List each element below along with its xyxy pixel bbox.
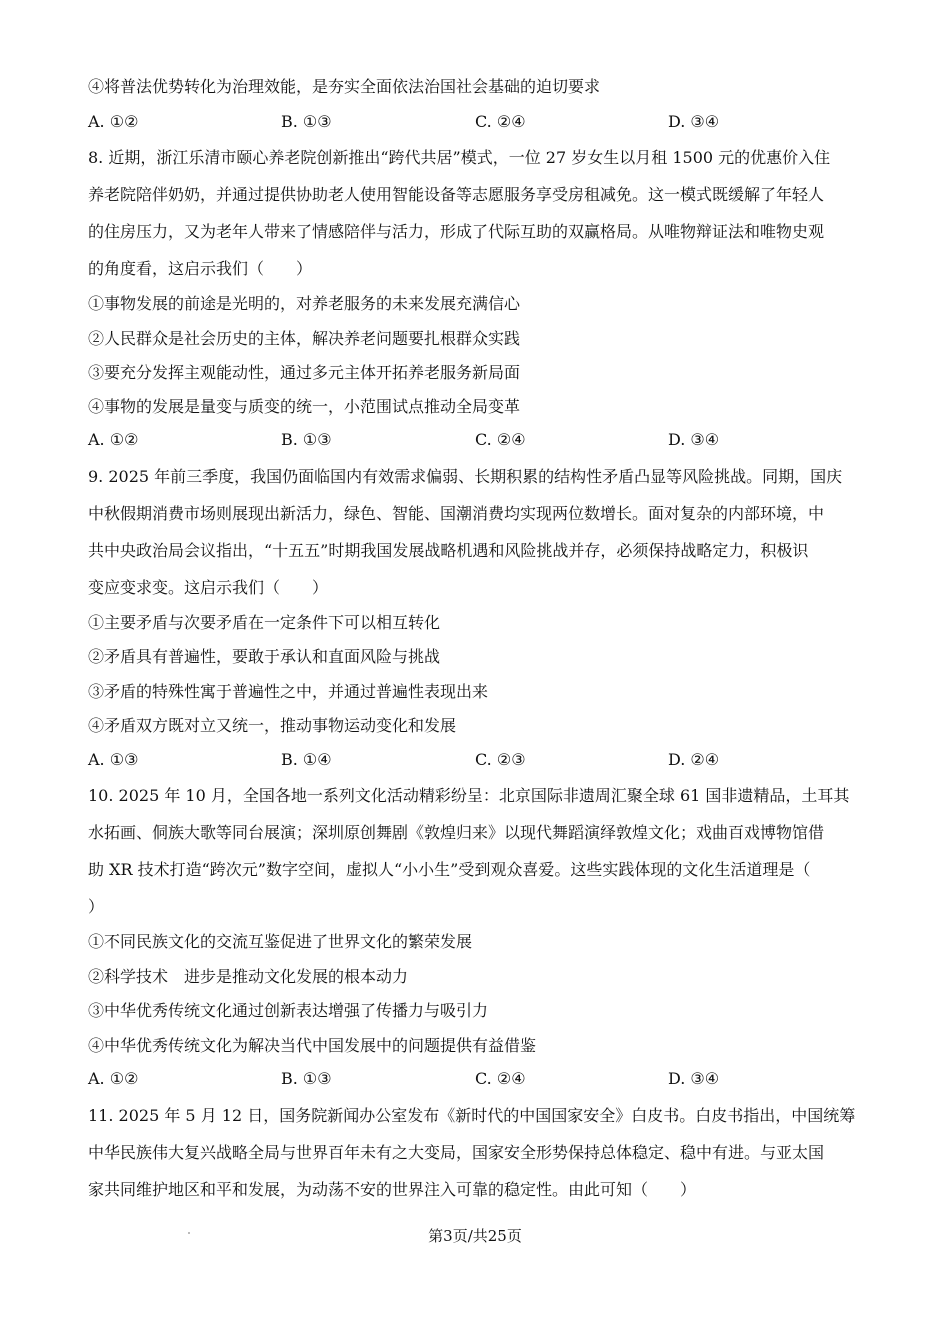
question-8-stem-line: 8. 近期，浙江乐清市颐心养老院创新推出“跨代共居”模式，一位 27 岁女生以月租 1500 元的优惠价入住 xyxy=(88,148,831,167)
question-9-item-1: ①主要矛盾与次要矛盾在一定条件下可以相互转化 xyxy=(88,613,441,632)
question-9-stem-line: 中秋假期消费市场则展现出新活力，绿色、智能、国潮消费均实现两位数增长。面对复杂的内部环境，中 xyxy=(88,504,825,523)
question-10-item-3: ③中华优秀传统文化通过创新表达增强了传播力与吸引力 xyxy=(88,1001,489,1020)
prev-question-item-4: ④将普法优势转化为治理效能，是夯实全面依法治国社会基础的迫切要求 xyxy=(88,77,601,96)
option-a: A. ①③ xyxy=(88,750,139,769)
option-c: C. ②④ xyxy=(475,112,526,131)
option-b: B. ①③ xyxy=(281,112,332,131)
question-11-stem-line: 11. 2025 年 5 月 12 日，国务院新闻办公室发布《新时代的中国国家安全》白皮书。白皮书指出，中国统筹 xyxy=(88,1106,856,1125)
page-number: 第3页/共25页 xyxy=(428,1227,522,1245)
question-8-item-1: ①事物发展的前途是光明的，对养老服务的未来发展充满信心 xyxy=(88,294,521,313)
option-b: B. ①④ xyxy=(281,750,332,769)
question-10-item-1: ①不同民族文化的交流互鉴促进了世界文化的繁荣发展 xyxy=(88,932,473,951)
question-10-stem-line: ） xyxy=(88,897,105,916)
option-d: D. ③④ xyxy=(668,112,720,131)
option-d: D. ③④ xyxy=(668,430,720,449)
question-10-item-4: ④中华优秀传统文化为解决当代中国发展中的问题提供有益借鉴 xyxy=(88,1036,537,1055)
question-9-item-2: ②矛盾具有普遍性，要敢于承认和直面风险与挑战 xyxy=(88,647,441,666)
option-c: C. ②④ xyxy=(475,1069,526,1088)
option-d: D. ③④ xyxy=(668,1069,720,1088)
option-d: D. ②④ xyxy=(668,750,720,769)
question-9-item-3: ③矛盾的特殊性寓于普遍性之中，并通过普遍性表现出来 xyxy=(88,682,489,701)
option-b: B. ①③ xyxy=(281,430,332,449)
option-b: B. ①③ xyxy=(281,1069,332,1088)
option-c: C. ②④ xyxy=(475,430,526,449)
option-a: A. ①② xyxy=(88,112,139,131)
question-9-stem-line: 变应变求变。这启示我们（ ） xyxy=(88,578,329,597)
question-9-item-4: ④矛盾双方既对立又统一，推动事物运动变化和发展 xyxy=(88,716,457,735)
question-8-item-2: ②人民群众是社会历史的主体，解决养老问题要扎根群众实践 xyxy=(88,329,521,348)
question-10-stem-line: 10. 2025 年 10 月，全国各地一系列文化活动精彩纷呈：北京国际非遗周汇聚全球 61 国非遗精品，土耳其 xyxy=(88,786,850,805)
option-a: A. ①② xyxy=(88,1069,139,1088)
question-8-stem-line: 养老院陪伴奶奶，并通过提供协助老人使用智能设备等志愿服务享受房租减免。这一模式既缓解了年轻人 xyxy=(88,185,825,204)
question-10-stem-line: 助 XR 技术打造“跨次元”数字空间，虚拟人“小小生”受到观众喜爱。这些实践体现的文化生活道理是（ xyxy=(88,860,811,879)
option-c: C. ②③ xyxy=(475,750,526,769)
question-10-options xyxy=(88,1069,788,1089)
question-8-stem-line: 的住房压力，又为老年人带来了情感陪伴与活力，形成了代际互助的双赢格局。从唯物辩证法和唯物史观 xyxy=(88,222,825,241)
question-11-stem-line: 家共同维护地区和平和发展，为动荡不安的世界注入可靠的稳定性。由此可知（ ） xyxy=(88,1180,697,1199)
question-9-options xyxy=(88,750,788,770)
question-9-stem-line: 9. 2025 年前三季度，我国仍面临国内有效需求偏弱、长期积累的结构性矛盾凸显等风险挑战。同期，国庆 xyxy=(88,467,843,486)
question-8-item-3: ③要充分发挥主观能动性，通过多元主体开拓养老服务新局面 xyxy=(88,363,521,382)
question-9-stem-line: 共中央政治局会议指出，“十五五”时期我国发展战略机遇和风险挑战并存，必须保持战略定力，积极识 xyxy=(88,541,809,560)
question-8-stem-line: 的角度看，这启示我们（ ） xyxy=(88,259,313,278)
question-11-stem-line: 中华民族伟大复兴战略全局与世界百年未有之大变局，国家安全形势保持总体稳定、稳中有进。与亚太国 xyxy=(88,1143,825,1162)
question-10-stem-line: 水拓画、侗族大歌等同台展演；深圳原创舞剧《敦煌归来》以现代舞蹈演绎敦煌文化；戏曲百戏博物馆借 xyxy=(88,823,825,842)
question-10-item-2: ②科学技术 进步是推动文化发展的根本动力 xyxy=(88,967,409,986)
question-8-item-4: ④事物的发展是量变与质变的统一，小范围试点推动全局变革 xyxy=(88,397,521,416)
prev-question-options xyxy=(88,112,788,132)
question-8-options xyxy=(88,430,788,450)
option-a: A. ①② xyxy=(88,430,139,449)
